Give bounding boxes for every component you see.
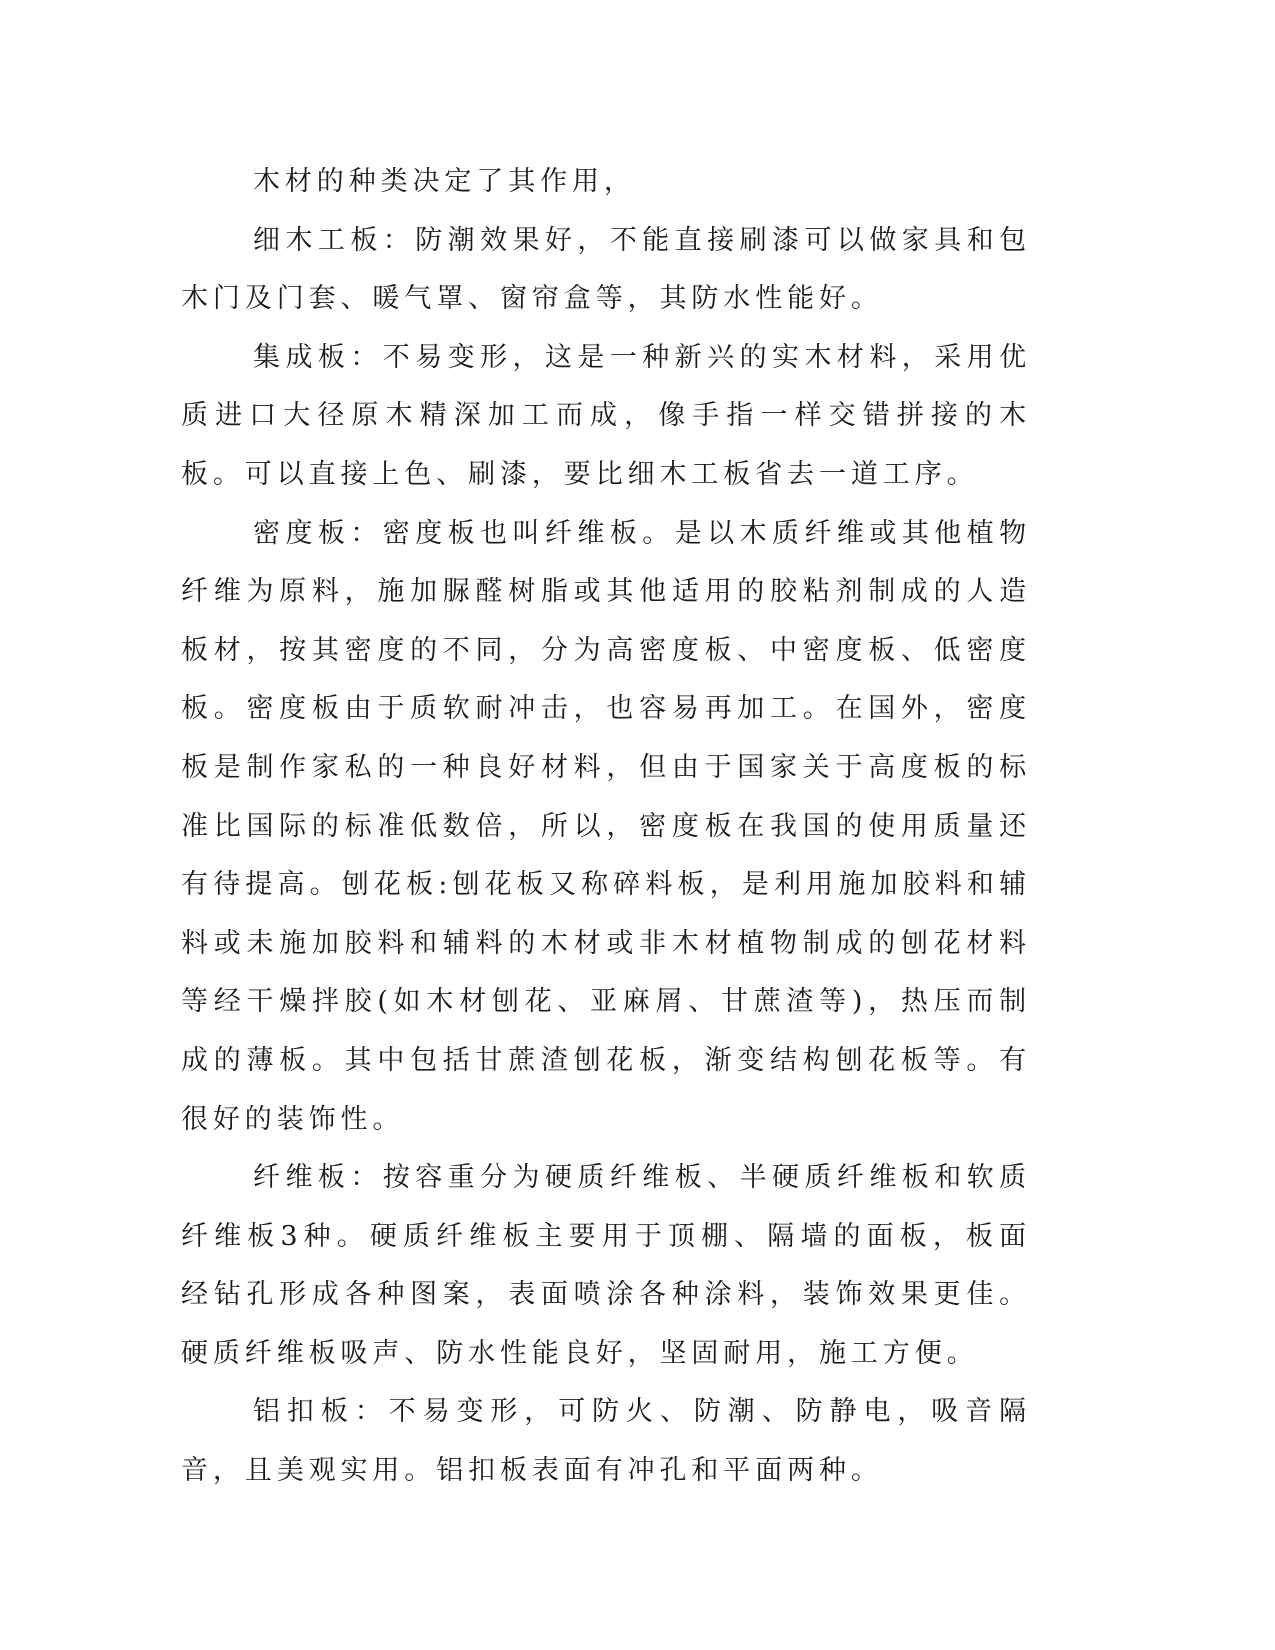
paragraph-fiberboard: 纤维板：按容重分为硬质纤维板、半硬质纤维板和软质纤维板3种。硬质纤维板主要用于顶棚、隔墙的面板，板面经钻孔形成各种图案，表面喷涂各种涂料，装饰效果更佳。硬质纤维板吸声、防水性能良好，坚固耐用，施工方便。 [181, 1162, 1031, 1369]
document-body [181, 153, 1031, 1501]
paragraph-intro: 木材的种类决定了其作用， [253, 166, 636, 197]
paragraph-finger-joint-board: 集成板：不易变形，这是一种新兴的实木材料，采用优质进口大径原木精深加工而成，像手指一样交错拼接的木板。可以直接上色、刷漆，要比细木工板省去一道工序。 [181, 341, 1031, 490]
paragraph-blockboard: 细木工板：防潮效果好，不能直接刷漆可以做家具和包木门及门套、暖气罩、窗帘盒等，其防水性能好。 [181, 224, 1031, 315]
paragraph-aluminum-panel: 铝扣板：不易变形，可防火、防潮、防静电，吸音隔音，且美观实用。铝扣板表面有冲孔和平面两种。 [181, 1396, 1031, 1487]
paragraph-density-board: 密度板：密度板也叫纤维板。是以木质纤维或其他植物纤维为原料，施加脲醛树脂或其他适用的胶粘剂制成的人造板材，按其密度的不同，分为高密度板、中密度板、低密度板。密度板由于质软耐冲击，也容易再加工。在国外，密度板是制作家私的一种良好材料，但由于国家关于高度板的标准比国际的标准低数倍，所以，密度板在我国的使用质量还有待提高。刨花板:刨花板又称碎料板，是利用施加胶料和辅料或未施加胶料和辅料的木材或非木材植物制成的刨花材料等经干燥拌胶(如木材刨花、亚麻屑、甘蔗渣等)，热压而制成的薄板。其中包括甘蔗渣刨花板，渐变结构刨花板等。有很好的装饰性。 [181, 517, 1031, 1135]
